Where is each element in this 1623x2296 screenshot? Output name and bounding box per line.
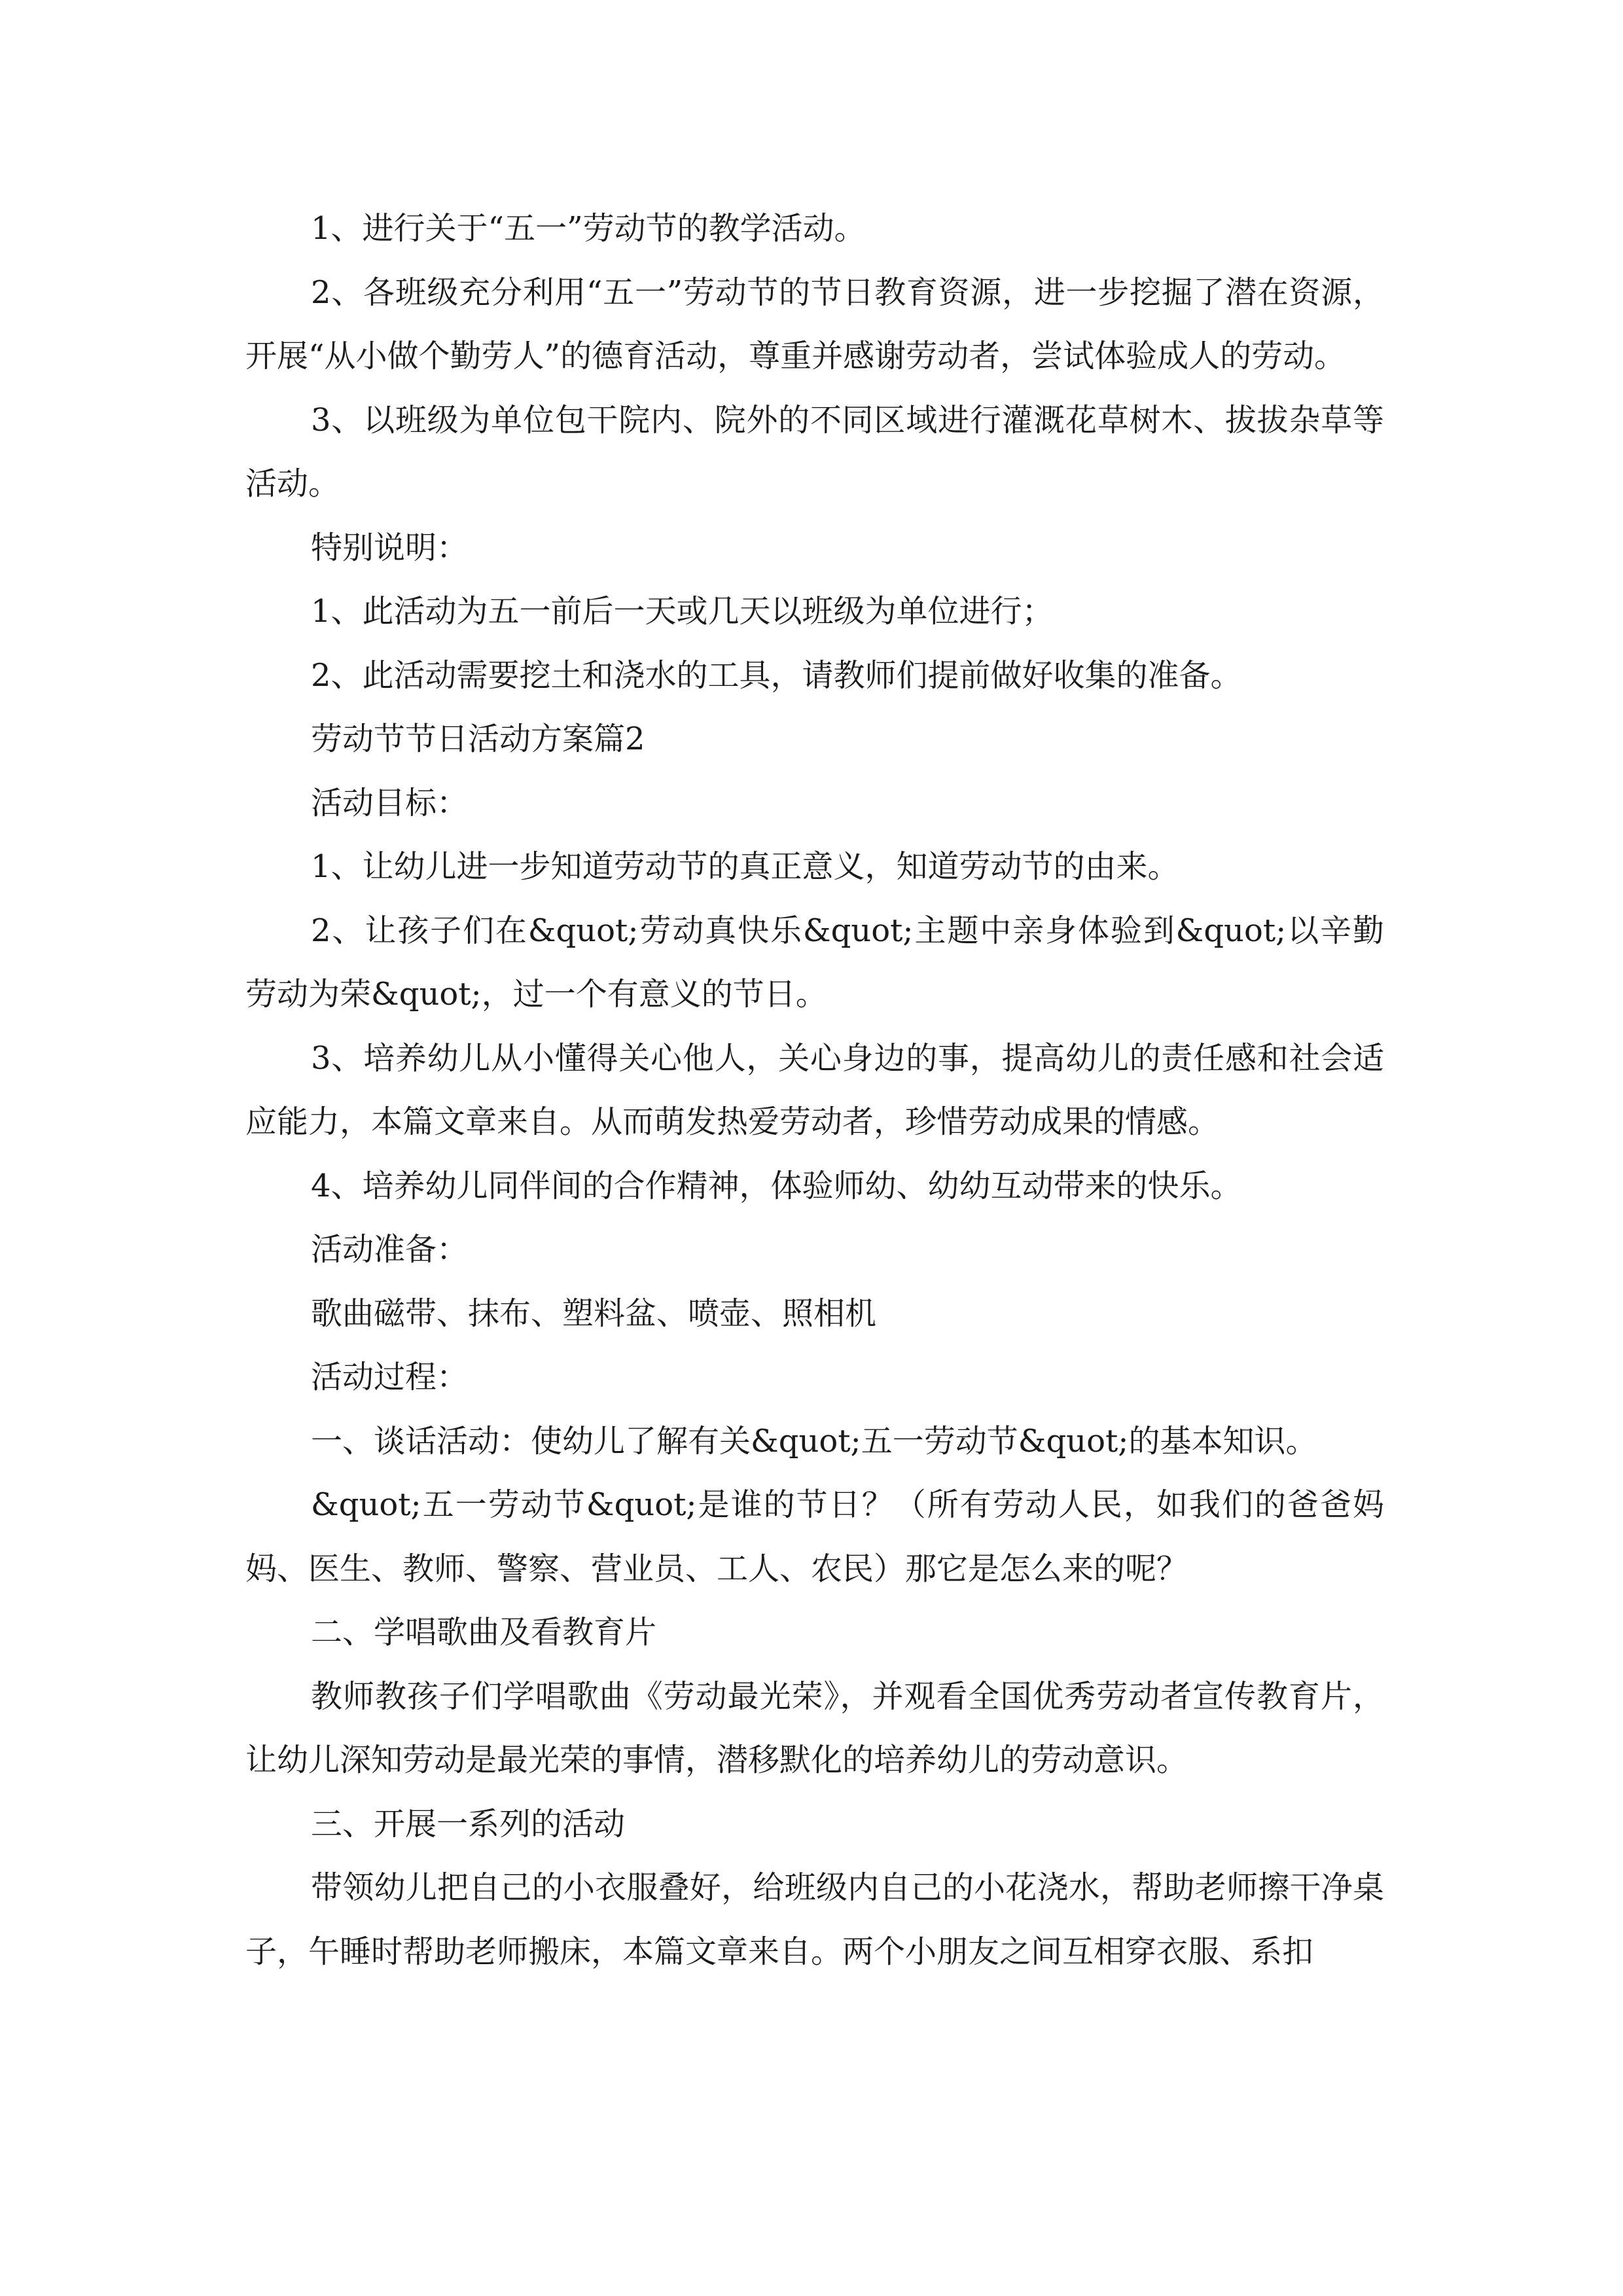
goal-3: 3、培养幼儿从小懂得关心他人，关心身边的事，提高幼儿的责任感和社会适应能力，本篇文章来自。从而萌发热爱劳动者，珍惜劳动成果的情感。	[245, 1039, 1384, 1140]
document-body	[245, 197, 1384, 1984]
preparation-heading: 活动准备：	[311, 1231, 469, 1268]
goal-4: 4、培养幼儿同伴间的合作精神，体验师幼、幼幼互动带来的快乐。	[311, 1167, 1242, 1204]
goal-1: 1、让幼儿进一步知道劳动节的真正意义，知道劳动节的由来。	[311, 848, 1179, 885]
process-step-3: 三、开展一系列的活动	[311, 1805, 626, 1842]
paragraph-3: 3、以班级为单位包干院内、院外的不同区域进行灌溉花草树木、拔拔杂草等活动。	[245, 401, 1384, 502]
section-title: 劳动节节日活动方案篇2	[311, 721, 645, 757]
paragraph-2: 2、各班级充分利用“五一”劳动节的节日教育资源，进一步挖掘了潜在资源，开展“从小做个勤劳人”的德育活动，尊重并感谢劳动者，尝试体验成人的劳动。	[245, 274, 1384, 374]
process-step-2-detail: 教师教孩子们学唱歌曲《劳动最光荣》，并观看全国优秀劳动者宣传教育片，让幼儿深知劳动是最光荣的事情，潜移默化的培养幼儿的劳动意识。	[245, 1677, 1384, 1778]
goals-heading: 活动目标：	[311, 784, 469, 821]
process-step-1: 一、谈话活动：使幼儿了解有关&quot;五一劳动节&quot;的基本知识。	[311, 1422, 1317, 1460]
process-step-3-detail: 带领幼儿把自己的小衣服叠好，给班级内自己的小花浇水，帮助老师擦干净桌子，午睡时帮助老师搬床，本篇文章来自。两个小朋友之间互相穿衣服、系扣	[245, 1869, 1384, 1970]
goal-2: 2、让孩子们在&quot;劳动真快乐&quot;主题中亲身体验到&quot;以辛勤劳动为荣&quot;，过一个有意义的节日。	[245, 912, 1384, 1013]
paragraph-1: 1、进行关于“五一”劳动节的教学活动。	[311, 210, 866, 247]
preparation-items: 歌曲磁带、抹布、塑料盆、喷壶、照相机	[311, 1295, 877, 1332]
paragraph-note-2: 2、此活动需要挖土和浇水的工具，请教师们提前做好收集的准备。	[311, 656, 1242, 694]
special-note-heading: 特别说明：	[311, 529, 469, 566]
process-heading: 活动过程：	[311, 1359, 469, 1395]
paragraph-note-1: 1、此活动为五一前后一天或几天以班级为单位进行；	[311, 593, 1054, 630]
process-step-2: 二、学唱歌曲及看教育片	[311, 1614, 657, 1651]
process-step-1-detail: &quot;五一劳动节&quot;是谁的节日？（所有劳动人民，如我们的爸爸妈妈、医生、教师、警察、营业员、工人、农民）那它是怎么来的呢？	[245, 1486, 1384, 1587]
